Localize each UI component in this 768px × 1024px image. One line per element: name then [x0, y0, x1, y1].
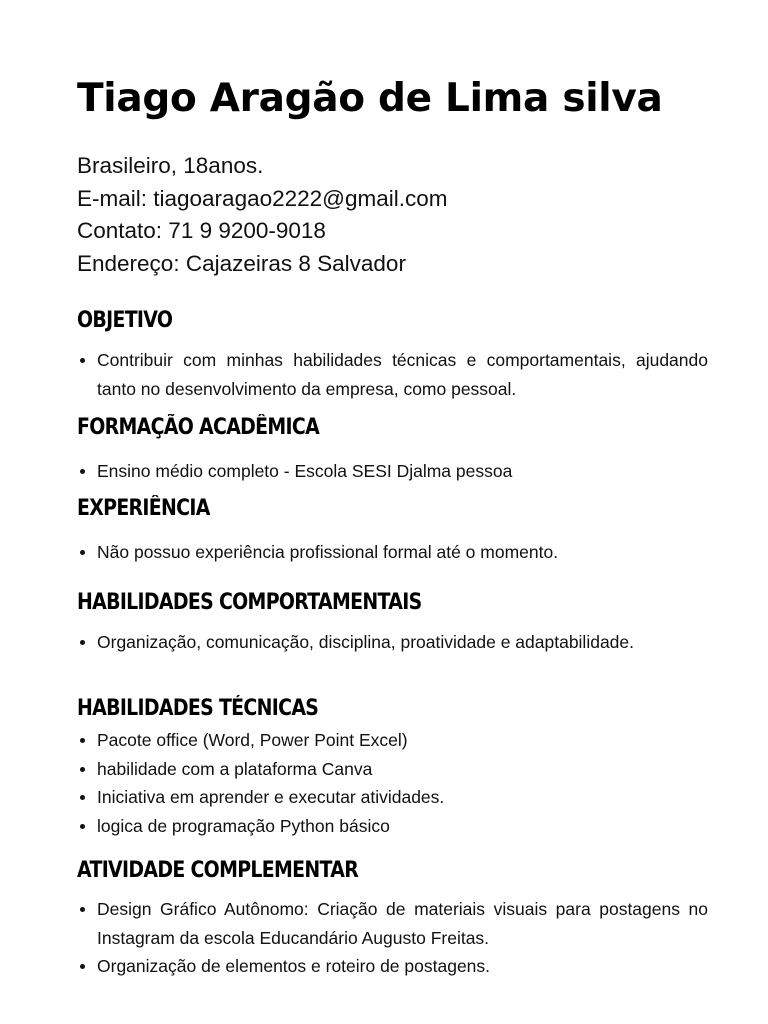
- list-item: Não possuo experiência profissional formal até o momento.: [77, 538, 708, 567]
- list-item: Ensino médio completo - Escola SESI Djalma pessoa: [77, 457, 708, 486]
- email-line: E-mail: tiagoaragao2222@gmail.com: [77, 185, 448, 211]
- section-experiencia: [77, 494, 708, 567]
- section-title: ATIVIDADE COMPLEMENTAR: [77, 858, 359, 883]
- personal-info: [77, 150, 708, 280]
- objetivo-list: [77, 346, 708, 403]
- list-item: Organização, comunicação, disciplina, proatividade e adaptabilidade.: [77, 628, 708, 657]
- section-title: HABILIDADES COMPORTAMENTAIS: [77, 590, 422, 615]
- list-item: habilidade com a plataforma Canva: [77, 755, 708, 784]
- section-title: HABILIDADES TÉCNICAS: [77, 696, 319, 721]
- section-title: FORMAÇÃO ACADÊMICA: [77, 415, 320, 440]
- experiencia-list: [77, 538, 708, 567]
- section-atividade-complementar: [77, 856, 708, 981]
- list-item: Contribuir com minhas habilidades técnicas e comportamentais, ajudando tanto no desenvolvimento da empresa, como pessoal.: [77, 346, 708, 403]
- section-title: EXPERIÊNCIA: [77, 496, 210, 521]
- section-habilidades-tecnicas: [77, 694, 708, 840]
- candidate-name: Tiago Aragão de Lima silva: [77, 76, 663, 121]
- complementar-list: [77, 895, 708, 981]
- list-item: Iniciativa em aprender e executar atividades.: [77, 783, 708, 812]
- section-formacao: [77, 413, 708, 486]
- list-item: Design Gráfico Autônomo: Criação de materiais visuais para postagens no Instagram da escola Educandário Augusto Freitas.: [77, 895, 708, 952]
- list-item: logica de programação Python básico: [77, 812, 708, 841]
- tecnicas-list: [77, 726, 708, 840]
- nationality-age: Brasileiro, 18anos.: [77, 153, 264, 178]
- section-title: OBJETIVO: [77, 308, 173, 333]
- section-objetivo: [77, 306, 708, 403]
- list-item: Pacote office (Word, Power Point Excel): [77, 726, 708, 755]
- section-habilidades-comportamentais: [77, 588, 708, 657]
- comportamentais-list: [77, 628, 708, 657]
- formacao-list: [77, 457, 708, 486]
- list-item: Organização de elementos e roteiro de postagens.: [77, 952, 708, 981]
- address-line: Endereço: Cajazeiras 8 Salvador: [77, 250, 406, 276]
- phone-line: Contato: 71 9 9200-9018: [77, 218, 326, 243]
